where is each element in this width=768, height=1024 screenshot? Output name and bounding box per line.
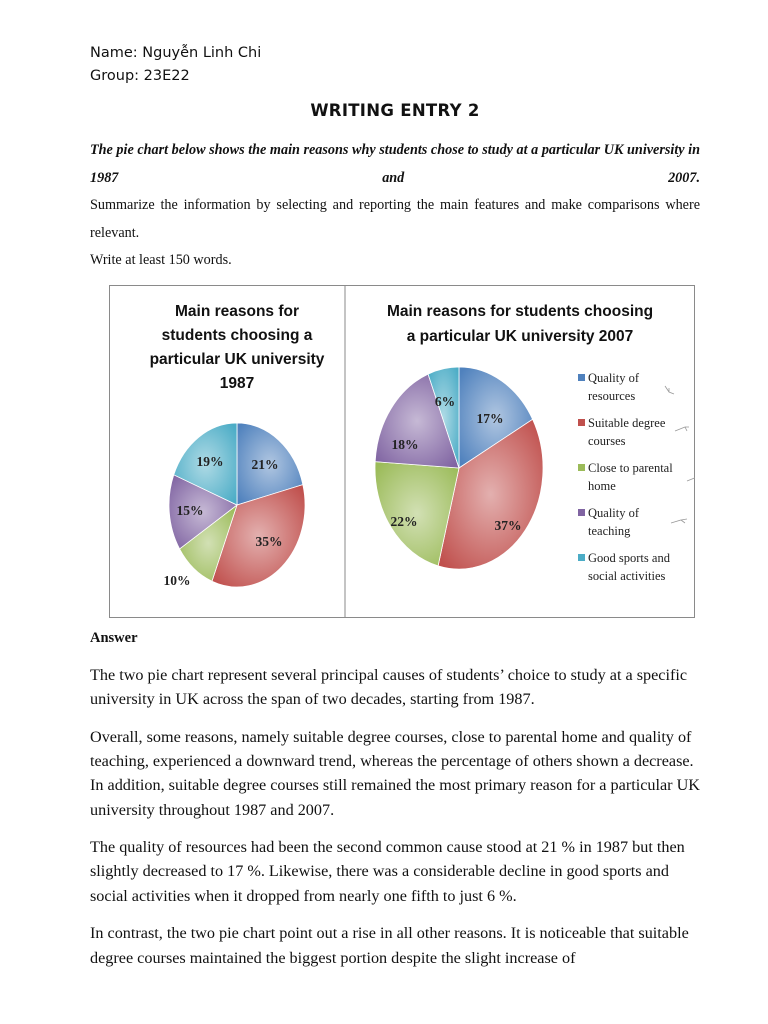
legend-label: social activities <box>588 569 666 583</box>
task-description: The pie chart below shows the main reasons why students chose to study at a particular UK university in 1987 and 2007. <box>90 142 700 186</box>
data-label: 18% <box>391 437 419 452</box>
legend-label: Quality of <box>588 506 640 520</box>
legend-swatch <box>578 374 585 381</box>
legend-swatch <box>578 509 585 516</box>
chart-title-line: a particular UK university 2007 <box>406 328 634 345</box>
chart-title-line: Main reasons for students choosing <box>386 303 654 320</box>
chart-title-line: students choosing a <box>161 327 313 344</box>
essay-paragraph: Overall, some reasons, namely suitable degree courses, close to parental home and quality of teaching, experienced a downward trend, whereas the percentage of others shown a decrease. In addition, suitable degree courses still remained the most primary reason for a particular UK university throughout 1987 and 2007. <box>90 727 700 819</box>
legend-swatch <box>578 464 585 471</box>
essay-paragraph: The quality of resources had been the second common cause stood at 21 % in 1987 but then slightly decreased to 17 %. Likewise, there was a considerable decline in good sports and social activities when it dropped from nearly one fifth to just 6 %. <box>90 838 685 905</box>
data-label: 22% <box>390 514 418 529</box>
legend-label: Quality of <box>588 371 640 385</box>
chart-title-line: Main reasons for <box>174 303 300 320</box>
legend-label: Suitable degree <box>588 416 666 430</box>
chart-title-line: particular UK university <box>149 351 325 368</box>
student-group: Group: 23E22 <box>90 68 190 84</box>
data-label: 15% <box>176 503 204 518</box>
page-title: WRITING ENTRY 2 <box>310 101 480 120</box>
data-label: 37% <box>494 518 522 533</box>
legend-label: courses <box>588 434 626 448</box>
legend-label: teaching <box>588 524 631 538</box>
task-prompt <box>90 137 700 275</box>
data-label: 35% <box>255 534 283 549</box>
legend-label: home <box>588 479 616 493</box>
data-label: 17% <box>476 411 504 426</box>
answer-heading: Answer <box>90 630 138 646</box>
essay-paragraph: In contrast, the two pie chart point out a rise in all other reasons. It is noticeable that suitable degree courses maintained the biggest portion despite the slight increase of <box>90 924 689 967</box>
task-word-limit: Write at least 150 words. <box>90 252 232 268</box>
task-instruction: Summarize the information by selecting and reporting the main features and make comparisons where relevant. <box>90 197 700 241</box>
essay-paragraph: The two pie chart represent several principal causes of students’ choice to study at a specific university in UK across the span of two decades, starting from 1987. <box>90 666 688 709</box>
chart-title-line: 1987 <box>219 375 255 392</box>
student-name: Name: Nguyễn Linh Chi <box>90 45 262 61</box>
essay-body <box>90 663 705 983</box>
legend-swatch <box>578 554 585 561</box>
legend-label: Close to parental <box>588 461 673 475</box>
data-label: 6% <box>434 394 456 409</box>
pie-charts-figure <box>109 285 695 618</box>
legend-swatch <box>578 419 585 426</box>
data-label: 10% <box>163 573 191 588</box>
data-label: 21% <box>251 457 279 472</box>
legend-label: Good sports and <box>588 551 670 565</box>
data-label: 19% <box>196 454 224 469</box>
legend-label: resources <box>588 389 636 403</box>
